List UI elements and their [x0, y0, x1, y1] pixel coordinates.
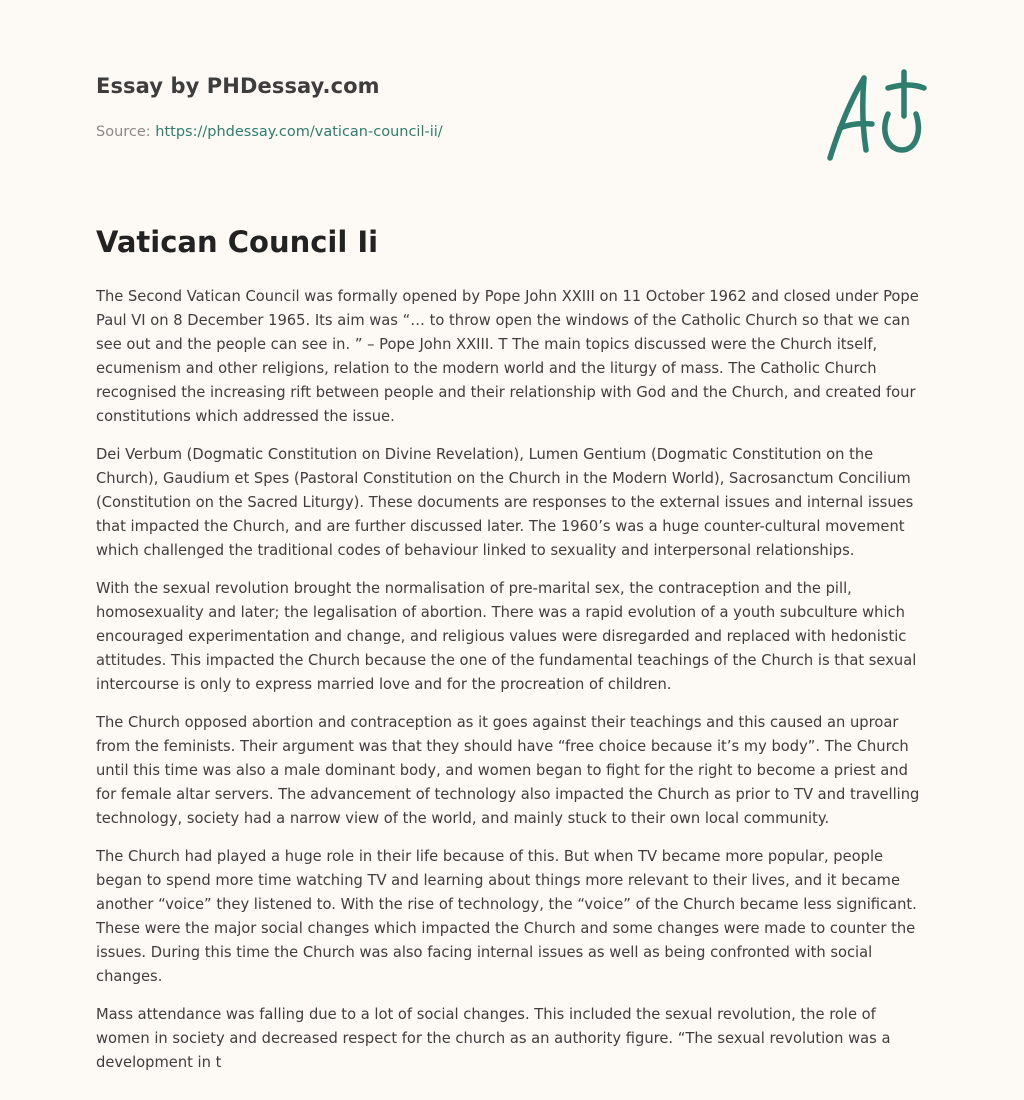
- paragraph: Dei Verbum (Dogmatic Constitution on Divine Revelation), Lumen Gentium (Dogmatic Constitution on the Church), Gaudium et Spes (Pastoral Constitution on the Church in the Modern World), Sacrosanctum Concilium (Constitution on the Sacred Liturgy). These documents are responses to the external issues and internal issues that impacted the Church, and are further discussed later. The 1960’s was a huge counter-cultural movement which challenged the traditional codes of behaviour linked to sexuality and interpersonal relationships.: [96, 446, 914, 559]
- paragraph: The Second Vatican Council was formally opened by Pope John XXIII on 11 October 1962 and closed under Pope Paul VI on 8 December 1965. Its aim was “… to throw open the windows of the Catholic Church so that we can see out and the people can see in. ” – Pope John XXIII. T The main topics discussed were the Church itself, ecumenism and other religions, relation to the modern world and the liturgy of mass. The Catholic Church recognised the increasing rift between people and their relationship with God and the Church, and created four constitutions which addressed the issue.: [96, 288, 919, 425]
- source-link[interactable]: https://phdessay.com/vatican-council-ii/: [155, 124, 443, 140]
- paragraph: Mass attendance was falling due to a lot of social changes. This included the sexual revolution, the role of women in society and decreased respect for the church as an authority figure. “The sexual revolution was a development in t: [96, 1006, 891, 1071]
- source-line: [96, 124, 443, 140]
- paragraph: The Church opposed abortion and contraception as it goes against their teachings and this caused an uproar from the feminists. Their argument was that they should have “free choice because it’s my body”. The Church until this time was also a male dominant body, and women began to fight for the right to become a priest and for female altar servers. The advancement of technology also impacted the Church as prior to TV and travelling technology, society had a narrow view of the world, and mainly stuck to their own local community.: [96, 714, 920, 827]
- paragraph: The Church had played a huge role in their life because of this. But when TV became more popular, people began to spend more time watching TV and learning about things more relevant to their lives, and it became another “voice” they listened to. With the rise of technology, the “voice” of the Church became less significant. These were the major social changes which impacted the Church and some changes were made to counter the issues. During this time the Church was also facing internal issues as well as being confronted with social changes.: [96, 848, 917, 985]
- paragraph: With the sexual revolution brought the normalisation of pre-marital sex, the contraception and the pill, homosexuality and later; the legalisation of abortion. There was a rapid evolution of a youth subculture which encouraged experimentation and change, and religious values were disregarded and replaced with hedonistic attitudes. This impacted the Church because the one of the fundamental teachings of the Church is that sexual intercourse is only to express married love and for the procreation of children.: [96, 580, 917, 693]
- source-label: Source:: [96, 124, 156, 140]
- essay-title: Vatican Council Ii: [96, 225, 379, 259]
- a-plus-logo-icon: [818, 66, 930, 166]
- site-brand: Essay by PHDessay.com: [96, 74, 380, 98]
- essay-body: [96, 285, 926, 1089]
